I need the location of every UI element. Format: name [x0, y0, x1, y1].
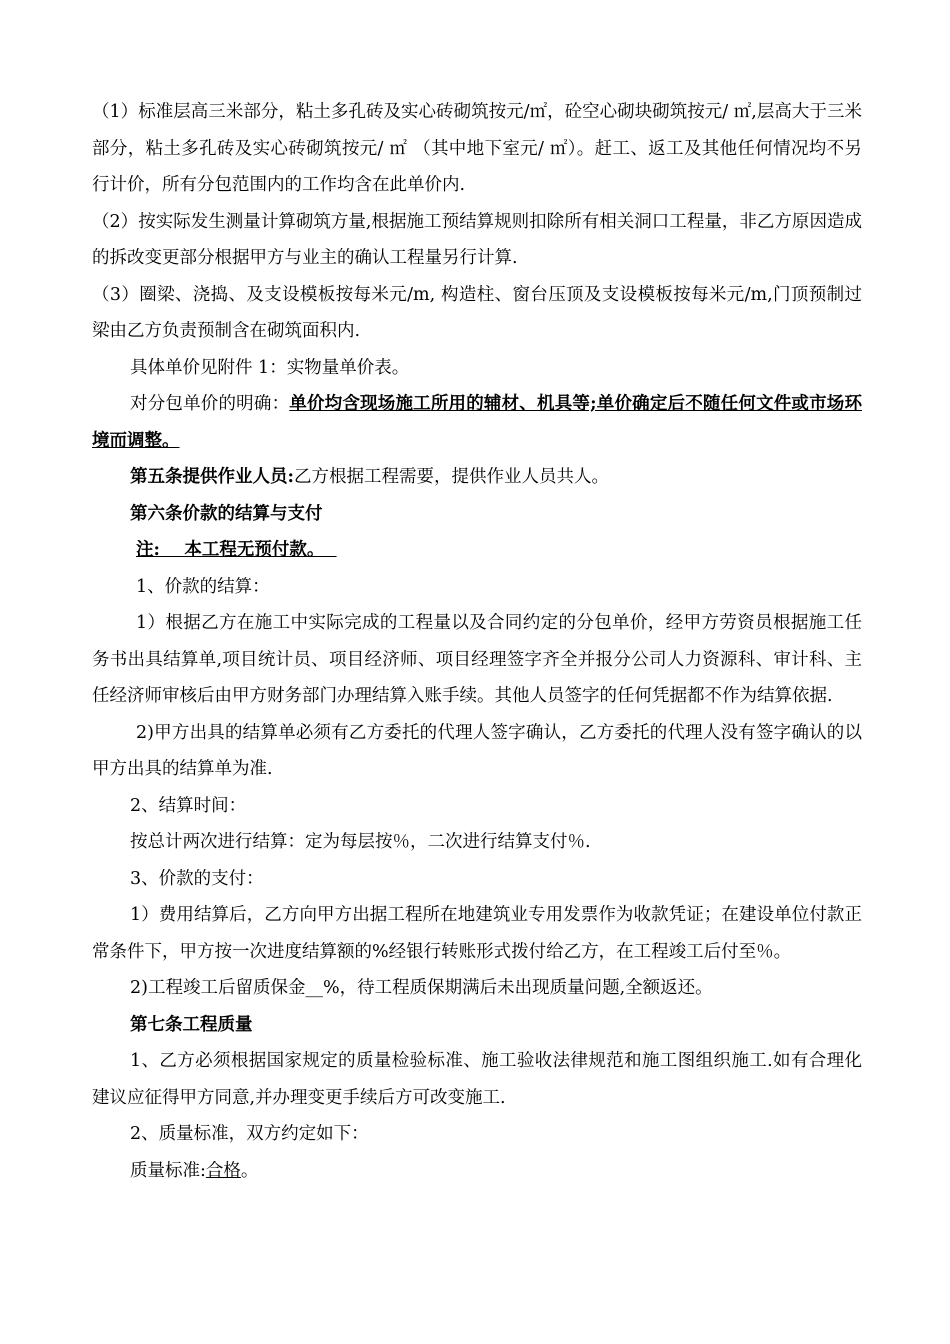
paragraph-measurement: （2）按实际发生测量计算砌筑方量,根据施工预结算规则扣除所有相关洞口工程量，非乙方原因造成的拆改变更部分根据甲方与业主的确认工程量另行计算. — [92, 211, 862, 268]
price-clarification-emphasis: 单价均含现场施工所用的辅材、机具等;单价确定后不随任何文件或市场环境而调整。 — [92, 394, 862, 451]
heading-article-6: 第六条价款的结算与支付 — [130, 503, 323, 524]
article-5-heading: 第五条提供作业人员: — [130, 467, 294, 487]
quality-standard-label: 质量标准: — [130, 1160, 206, 1181]
document-page — [92, 94, 862, 1189]
article-5-body: 乙方根据工程需要，提供作业人员共人。 — [293, 467, 609, 487]
paragraph-article-5 — [92, 459, 862, 496]
paragraph-settlement-time: 按总计两次进行结算：定为每层按％，二次进行结算支付％. — [130, 832, 591, 852]
note-no-prepayment: 注: 本工程无预付款。 — [136, 540, 337, 560]
paragraph-ring-beam: （3）圈梁、浇捣、及支设模板按每米元/m, 构造柱、窗台压顶及支设模板按每米元/m,门顶预制过梁由乙方负责预制含在砌筑面积内. — [92, 284, 862, 341]
quality-standard-end: 。 — [240, 1160, 259, 1181]
paragraph-retention: 2)工程竣工后留质保金__%，待工程质保期满后未出现质量问题,全额返还。 — [130, 978, 713, 998]
paragraph-price-clarification — [92, 386, 862, 459]
subheading-quality-agreement: 2、质量标准，双方约定如下： — [130, 1124, 369, 1144]
paragraph-attachment-note: 具体单价见附件 1：实物量单价表。 — [130, 357, 410, 378]
paragraph-quality-standards: 1、乙方必须根据国家规定的质量检验标准、施工验收法律规范和施工图组织施工.如有合理化建议应征得甲方同意,并办理变更手续后方可改变施工. — [92, 1051, 862, 1108]
subheading-settlement-time: 2、结算时间： — [130, 795, 247, 816]
price-clarification-label: 对分包单价的明确： — [130, 394, 290, 414]
quality-standard-value: 合格 — [205, 1160, 241, 1181]
paragraph-settlement-signature: 2)甲方出具的结算单必须有乙方委托的代理人签字确认，乙方委托的代理人没有签字确认的以甲方出具的结算单为准. — [92, 722, 862, 779]
subheading-price-settlement: 1、价款的结算： — [136, 576, 270, 597]
paragraph-unit-price-masonry: （1）标准层高三米部分，粘土多孔砖及实心砖砌筑按元/㎡，砼空心砌块砌筑按元/ ㎡,层高大于三米部分，粘土多孔砖及实心砖砌筑按元/ ㎡ （其中地下室元/ ㎡）。赶工、返工及其他任何情况均不另行计价，所有分包范围内的工作均含在此单价内. — [92, 102, 862, 195]
paragraph-quality-standard-value — [92, 1153, 862, 1190]
paragraph-settlement-procedure: 1）根据乙方在施工中实际完成的工程量以及合同约定的分包单价，经甲方劳资员根据施工任务书出具结算单,项目统计员、项目经济师、项目经理签字齐全并报分公司人力资源科、审计科、主任经济师审核后由甲方财务部门办理结算入账手续。其他人员签字的任何凭据都不作为结算依据. — [92, 613, 862, 706]
paragraph-payment-invoice: 1）费用结算后，乙方向甲方出据工程所在地建筑业专用发票作为收款凭证；在建设单位付款正常条件下，甲方按一次进度结算额的%经银行转账形式拨付给乙方，在工程竣工后付至％。 — [92, 905, 862, 962]
subheading-payment: 3、价款的支付： — [130, 868, 264, 889]
heading-article-7: 第七条工程质量 — [130, 1014, 253, 1035]
